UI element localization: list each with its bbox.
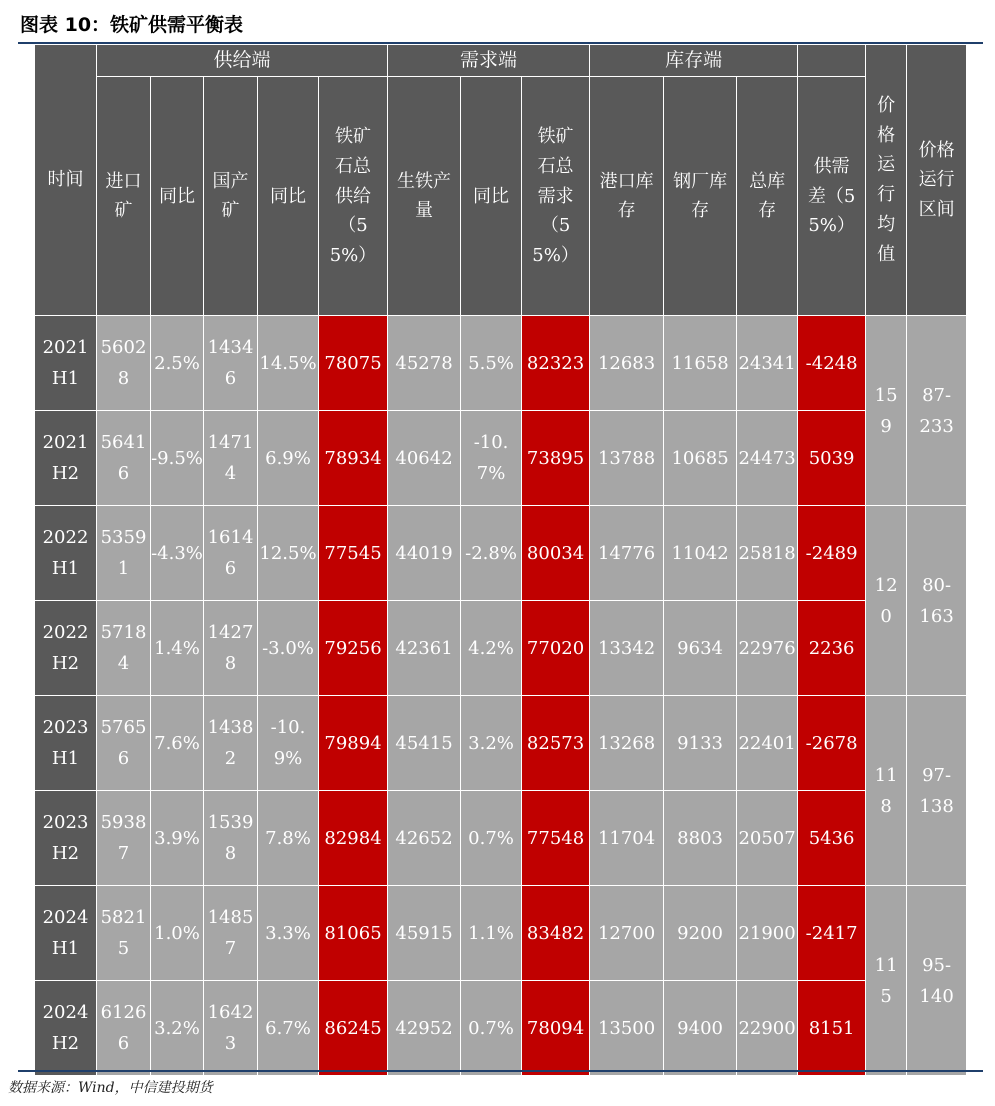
cell-port-stock: 11704: [590, 791, 664, 886]
cell-total-stock: 24473: [737, 411, 798, 506]
col-total-demand: 铁矿石总需求（55%）: [522, 77, 590, 316]
cell-total-stock: 24341: [737, 316, 798, 411]
row-time: 2022H1: [35, 506, 97, 601]
figure-title: 图表 10：铁矿供需平衡表: [20, 14, 244, 36]
col-domestic: 国产矿: [204, 77, 258, 316]
cell-gap: 5436: [798, 791, 866, 886]
table-row: [35, 411, 967, 506]
cell-total-demand: 73895: [522, 411, 590, 506]
cell-import: 58215: [97, 886, 151, 981]
cell-gap: -4248: [798, 316, 866, 411]
cell-port-stock: 13500: [590, 981, 664, 1076]
row-time: 2022H2: [35, 601, 97, 696]
balance-table: [34, 44, 967, 1076]
cell-gap: -2489: [798, 506, 866, 601]
cell-total-demand: 77020: [522, 601, 590, 696]
cell-total-supply: 78075: [319, 316, 388, 411]
cell-domestic-yoy: 6.7%: [258, 981, 319, 1076]
cell-pig-iron-yoy: 0.7%: [461, 981, 522, 1076]
cell-import-yoy: -9.5%: [151, 411, 204, 506]
table-row: [35, 696, 967, 791]
cell-price-range: 95-140: [907, 886, 967, 1076]
cell-pig-iron-yoy: -10.7%: [461, 411, 522, 506]
cell-domestic-yoy: 3.3%: [258, 886, 319, 981]
col-mill-stock: 钢厂库存: [664, 77, 737, 316]
cell-domestic-yoy: 6.9%: [258, 411, 319, 506]
cell-pig-iron-yoy: 4.2%: [461, 601, 522, 696]
cell-import-yoy: 3.2%: [151, 981, 204, 1076]
cell-price-range: 87-233: [907, 316, 967, 506]
table-row: [35, 791, 967, 886]
cell-mill-stock: 8803: [664, 791, 737, 886]
cell-total-demand: 80034: [522, 506, 590, 601]
group-blank: [798, 45, 866, 77]
cell-pig-iron: 42952: [388, 981, 461, 1076]
col-import-yoy: 同比: [151, 77, 204, 316]
col-pig-iron-yoy: 同比: [461, 77, 522, 316]
cell-domestic: 14714: [204, 411, 258, 506]
cell-gap: -2417: [798, 886, 866, 981]
group-demand: 需求端: [388, 45, 590, 77]
table-row: [35, 316, 967, 411]
cell-port-stock: 13788: [590, 411, 664, 506]
table-body: [35, 316, 967, 1076]
cell-total-supply: 82984: [319, 791, 388, 886]
cell-pig-iron-yoy: 0.7%: [461, 791, 522, 886]
cell-price-avg: 118: [866, 696, 907, 886]
cell-import-yoy: 1.4%: [151, 601, 204, 696]
cell-domestic: 14382: [204, 696, 258, 791]
cell-domestic: 14857: [204, 886, 258, 981]
cell-total-supply: 79894: [319, 696, 388, 791]
cell-pig-iron: 42652: [388, 791, 461, 886]
cell-mill-stock: 11042: [664, 506, 737, 601]
cell-total-demand: 82573: [522, 696, 590, 791]
cell-total-supply: 79256: [319, 601, 388, 696]
cell-port-stock: 13342: [590, 601, 664, 696]
cell-price-range: 80-163: [907, 506, 967, 696]
cell-pig-iron: 44019: [388, 506, 461, 601]
cell-import-yoy: 7.6%: [151, 696, 204, 791]
cell-pig-iron-yoy: -2.8%: [461, 506, 522, 601]
row-time: 2023H2: [35, 791, 97, 886]
cell-port-stock: 13268: [590, 696, 664, 791]
cell-pig-iron: 45278: [388, 316, 461, 411]
col-price-range: 价格运行区间: [907, 45, 967, 316]
cell-domestic-yoy: 7.8%: [258, 791, 319, 886]
cell-price-avg: 159: [866, 316, 907, 506]
cell-port-stock: 12683: [590, 316, 664, 411]
cell-price-range: 97-138: [907, 696, 967, 886]
cell-mill-stock: 9133: [664, 696, 737, 791]
row-time: 2024H2: [35, 981, 97, 1076]
cell-import: 53591: [97, 506, 151, 601]
group-inventory: 库存端: [590, 45, 798, 77]
cell-mill-stock: 10685: [664, 411, 737, 506]
cell-import-yoy: -4.3%: [151, 506, 204, 601]
col-time: 时间: [35, 45, 97, 316]
row-time: 2023H1: [35, 696, 97, 791]
cell-price-avg: 120: [866, 506, 907, 696]
group-supply: 供给端: [97, 45, 388, 77]
col-total-supply: 铁矿石总供给（55%）: [319, 77, 388, 316]
bottom-rule: [18, 1070, 983, 1072]
cell-mill-stock: 9200: [664, 886, 737, 981]
cell-import: 57656: [97, 696, 151, 791]
cell-import: 61266: [97, 981, 151, 1076]
cell-price-avg: 115: [866, 886, 907, 1076]
cell-port-stock: 14776: [590, 506, 664, 601]
cell-import-yoy: 2.5%: [151, 316, 204, 411]
cell-import: 56416: [97, 411, 151, 506]
cell-total-supply: 78934: [319, 411, 388, 506]
cell-import: 56028: [97, 316, 151, 411]
row-time: 2021H2: [35, 411, 97, 506]
cell-pig-iron: 40642: [388, 411, 461, 506]
cell-total-stock: 25818: [737, 506, 798, 601]
cell-pig-iron: 45915: [388, 886, 461, 981]
cell-pig-iron: 45415: [388, 696, 461, 791]
cell-pig-iron-yoy: 1.1%: [461, 886, 522, 981]
col-domestic-yoy: 同比: [258, 77, 319, 316]
col-price-avg: 价格运行均值: [866, 45, 907, 316]
cell-domestic: 16423: [204, 981, 258, 1076]
row-time: 2021H1: [35, 316, 97, 411]
source-note: 数据来源：Wind，中信建投期货: [8, 1080, 213, 1096]
cell-gap: -2678: [798, 696, 866, 791]
cell-total-supply: 77545: [319, 506, 388, 601]
table-row: [35, 981, 967, 1076]
cell-total-demand: 83482: [522, 886, 590, 981]
cell-domestic: 14278: [204, 601, 258, 696]
col-total-stock: 总库存: [737, 77, 798, 316]
cell-pig-iron-yoy: 5.5%: [461, 316, 522, 411]
cell-import-yoy: 3.9%: [151, 791, 204, 886]
cell-port-stock: 12700: [590, 886, 664, 981]
cell-gap: 5039: [798, 411, 866, 506]
col-import: 进口矿: [97, 77, 151, 316]
cell-pig-iron: 42361: [388, 601, 461, 696]
cell-total-stock: 20507: [737, 791, 798, 886]
cell-domestic-yoy: -3.0%: [258, 601, 319, 696]
cell-total-supply: 86245: [319, 981, 388, 1076]
cell-domestic-yoy: -10.9%: [258, 696, 319, 791]
cell-import: 59387: [97, 791, 151, 886]
cell-gap: 2236: [798, 601, 866, 696]
cell-domestic-yoy: 12.5%: [258, 506, 319, 601]
table-row: [35, 886, 967, 981]
cell-mill-stock: 9400: [664, 981, 737, 1076]
col-gap: 供需差（55%）: [798, 77, 866, 316]
cell-total-stock: 22976: [737, 601, 798, 696]
cell-total-demand: 77548: [522, 791, 590, 886]
table-row: [35, 506, 967, 601]
cell-domestic: 16146: [204, 506, 258, 601]
cell-total-demand: 82323: [522, 316, 590, 411]
col-pig-iron: 生铁产量: [388, 77, 461, 316]
cell-total-demand: 78094: [522, 981, 590, 1076]
cell-import: 57184: [97, 601, 151, 696]
cell-mill-stock: 11658: [664, 316, 737, 411]
cell-mill-stock: 9634: [664, 601, 737, 696]
cell-pig-iron-yoy: 3.2%: [461, 696, 522, 791]
cell-domestic: 14346: [204, 316, 258, 411]
cell-total-stock: 22401: [737, 696, 798, 791]
cell-import-yoy: 1.0%: [151, 886, 204, 981]
cell-total-stock: 21900: [737, 886, 798, 981]
cell-gap: 8151: [798, 981, 866, 1076]
table-row: [35, 601, 967, 696]
cell-total-supply: 81065: [319, 886, 388, 981]
cell-domestic: 15398: [204, 791, 258, 886]
cell-domestic-yoy: 14.5%: [258, 316, 319, 411]
col-port-stock: 港口库存: [590, 77, 664, 316]
cell-total-stock: 22900: [737, 981, 798, 1076]
row-time: 2024H1: [35, 886, 97, 981]
